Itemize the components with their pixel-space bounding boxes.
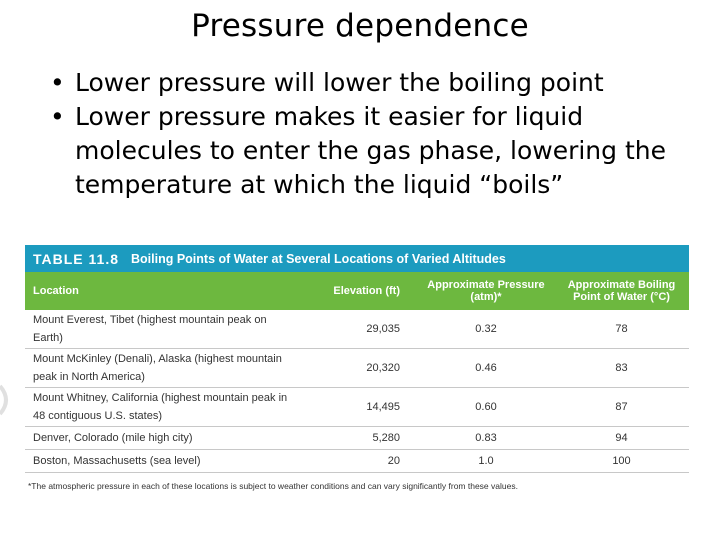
slide-title: Pressure dependence xyxy=(191,8,529,44)
boiling-point-cell: 83 xyxy=(615,362,628,374)
bullet-item xyxy=(50,66,670,100)
column-header-location: Location xyxy=(33,285,79,297)
pressure-cell: 0.46 xyxy=(475,362,497,374)
bullet-list xyxy=(50,66,670,202)
boiling-point-cell: 94 xyxy=(615,432,628,444)
column-header-boiling-point: Approximate Boiling Point of Water (°C) xyxy=(567,279,676,303)
location-cell: Mount Everest, Tibet (highest mountain peak on Earth) xyxy=(33,314,267,344)
boiling-point-cell: 87 xyxy=(615,401,628,413)
boiling-points-table xyxy=(25,245,689,491)
partial-glyph-icon xyxy=(0,380,12,420)
pressure-cell: 1.0 xyxy=(478,455,494,467)
table-row xyxy=(25,388,689,427)
bullet-item xyxy=(50,100,670,202)
pressure-cell: 0.32 xyxy=(475,323,497,335)
table-row xyxy=(25,310,689,349)
table-number: TABLE 11.8 xyxy=(33,250,119,267)
table-caption-bar xyxy=(25,245,689,272)
location-cell: Mount Whitney, California (highest mountain peak in 48 contiguous U.S. states) xyxy=(33,392,288,422)
elevation-cell: 20 xyxy=(387,455,400,467)
elevation-cell: 5,280 xyxy=(372,432,400,444)
bullet-text: Lower pressure will lower the boiling point xyxy=(75,68,604,97)
table-row xyxy=(25,349,689,388)
table-header-row xyxy=(25,272,689,310)
bullet-dot: • xyxy=(50,102,65,131)
column-header-pressure: Approximate Pressure (atm)* xyxy=(427,279,545,303)
elevation-cell: 29,035 xyxy=(366,323,400,335)
table-row xyxy=(25,427,689,450)
bullet-dot: • xyxy=(50,68,65,97)
bullet-text: Lower pressure makes it easier for liquid molecules to enter the gas phase, lowering the temperature at which the liquid “boils” xyxy=(75,102,666,199)
elevation-cell: 20,320 xyxy=(366,362,400,374)
table-footnote: *The atmospheric pressure in each of these locations is subject to weather conditions and can vary significantly from these values. xyxy=(28,481,518,491)
location-cell: Boston, Massachusetts (sea level) xyxy=(33,455,201,467)
pressure-cell: 0.83 xyxy=(475,432,497,444)
location-cell: Mount McKinley (Denali), Alaska (highest mountain peak in North America) xyxy=(33,353,282,383)
boiling-point-cell: 78 xyxy=(615,323,628,335)
boiling-point-cell: 100 xyxy=(612,455,631,467)
pressure-cell: 0.60 xyxy=(475,401,497,413)
elevation-cell: 14,495 xyxy=(366,401,400,413)
table-row xyxy=(25,450,689,473)
column-header-elevation: Elevation (ft) xyxy=(333,285,400,297)
table-caption: Boiling Points of Water at Several Locations of Varied Altitudes xyxy=(131,251,506,266)
location-cell: Denver, Colorado (mile high city) xyxy=(33,432,193,444)
